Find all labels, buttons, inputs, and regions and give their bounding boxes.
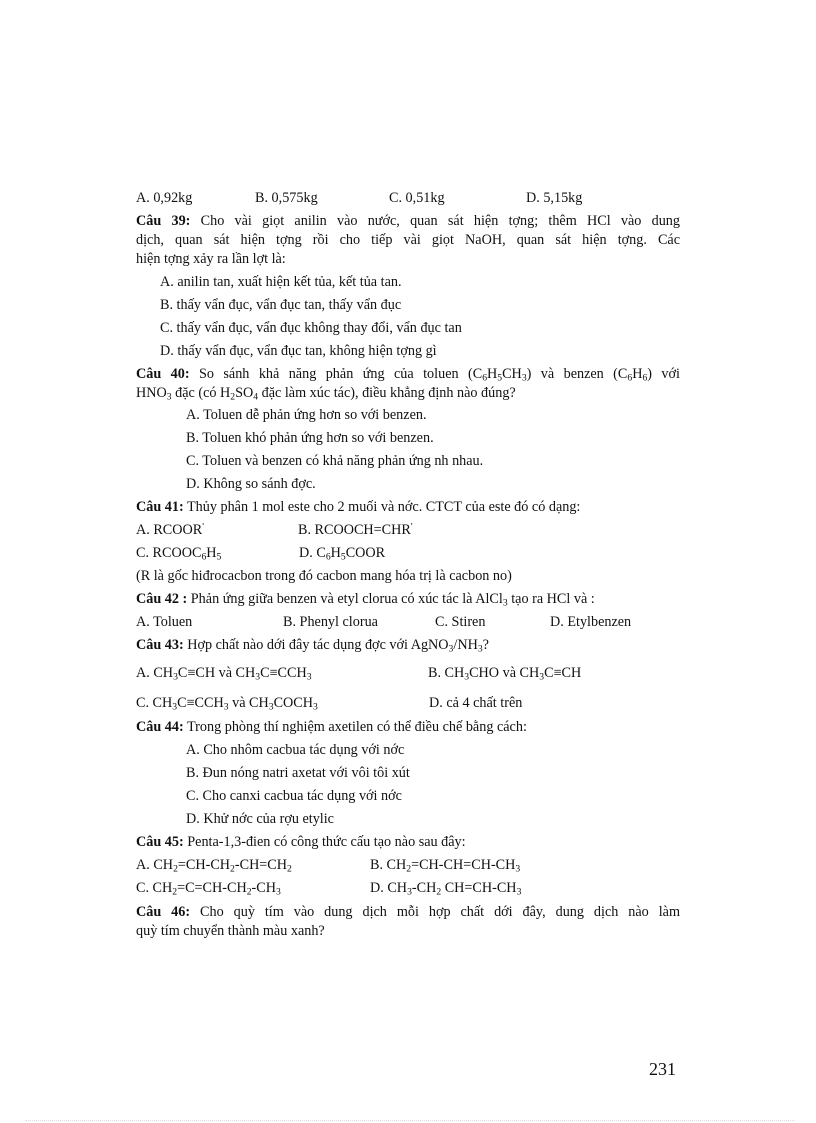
- page-number: 231: [649, 1059, 676, 1079]
- q44-option-d: D. Khử nớc của rợu etylic: [186, 811, 334, 827]
- q39-line3: hiện tợng xảy ra lần lợt là:: [136, 251, 286, 267]
- prev-answer-d: D. 5,15kg: [526, 190, 583, 206]
- q43-line1: Câu 43: Hợp chất nào dới đây tác dụng đợc với $AgNO_3/NH_3$?: [136, 637, 489, 655]
- q39-line1: Câu 39: Cho vài giọt anilin vào nước, quan sát hiện tợng; thêm HCl vào dung: [136, 213, 680, 229]
- q46-line2: quỳ tím chuyển thành màu xanh?: [136, 923, 325, 939]
- q42-option-a: A. Toluen: [136, 614, 193, 630]
- q44-option-a: A. Cho nhôm cacbua tác dụng với nớc: [186, 742, 405, 758]
- q44-label: Câu 44:: [136, 719, 184, 735]
- q41-label: Câu 41:: [136, 499, 184, 515]
- q39-option-a: A. anilin tan, xuất hiện kết tủa, kết tủa tan.: [160, 274, 402, 290]
- q44-option-c: C. Cho canxi cacbua tác dụng với nớc: [186, 788, 402, 804]
- q40-line2: $HNO_3$ đặc (có $H_2SO_4$ đặc làm xúc tác), điều khẳng định nào đúng?: [136, 385, 516, 403]
- q40-label: Câu 40:: [136, 366, 190, 382]
- q45-line1: Câu 45: Penta-1,3-đien có công thức cấu tạo nào sau đây:: [136, 834, 466, 850]
- q45-label: Câu 45:: [136, 834, 184, 850]
- footer-divider: [25, 1120, 795, 1121]
- q42-option-d: D. Etylbenzen: [550, 614, 632, 630]
- q42-line1: Câu 42 : Phản ứng giữa benzen và etyl clorua có xúc tác là AlCl$_3$ tạo ra HCl và :: [136, 591, 595, 609]
- q39-line2: dịch, quan sát hiện tợng rồi cho tiếp vài giọt NaOH, quan sát hiện tợng. Các: [136, 232, 680, 248]
- q43-option-a: A. $CH_3C\equiv CH$ và $CH_3C\equiv CCH_3$: [136, 665, 312, 683]
- q41-option-a: A. RCOOR': [136, 521, 204, 538]
- q41-line1: Câu 41: Thủy phân 1 mol este cho 2 muối và nớc. CTCT của este đó có dạng:: [136, 499, 581, 515]
- q46-label: Câu 46:: [136, 904, 191, 920]
- prev-answer-c: C. 0,51kg: [389, 190, 445, 206]
- q43-option-d: D. cả 4 chất trên: [429, 695, 523, 711]
- q45-option-c: C. $CH_2=C=CH-CH_2-CH_3$: [136, 880, 281, 898]
- q39-label: Câu 39:: [136, 213, 191, 229]
- prev-answer-a: A. 0,92kg: [136, 190, 193, 206]
- q40-option-c: C. Toluen và benzen có khả năng phản ứng nh nhau.: [186, 453, 484, 469]
- q42-option-c: C. Stiren: [435, 614, 486, 630]
- q39-option-d: D. thấy vẩn đục, vẩn đục tan, không hiện tợng gì: [160, 343, 437, 359]
- q41-option-b: B. RCOOCH=CHR': [298, 521, 413, 538]
- q40-line1: Câu 40: So sánh khả năng phản ứng của toluen $(C_6H_5CH_3)$ và benzen $(C_6H_6)$ với: [136, 366, 680, 384]
- q46-line1: Câu 46: Cho quỳ tím vào dung dịch mỗi hợp chất dới đây, dung dịch nào làm: [136, 904, 680, 920]
- q42-option-b: B. Phenyl clorua: [283, 614, 378, 630]
- q43-label: Câu 43:: [136, 637, 184, 653]
- q43-option-b: B. $CH_3CHO$ và $CH_3C\equiv CH$: [428, 665, 582, 683]
- q41-option-d: D. $C_6H_5COOR$: [299, 545, 386, 563]
- q41-note: (R là gốc hiđrocacbon trong đó cacbon mang hóa trị là cacbon no): [136, 568, 512, 584]
- q45-option-d: D. $CH_3-CH_2$ $CH=CH-CH_3$: [370, 880, 522, 898]
- q45-option-b: B. $CH_2=CH-CH=CH-CH_3$: [370, 857, 521, 875]
- q44-line1: Câu 44: Trong phòng thí nghiệm axetilen có thể điều chế bằng cách:: [136, 719, 527, 735]
- q40-option-a: A. Toluen dễ phản ứng hơn so với benzen.: [186, 407, 427, 423]
- prev-answer-b: B. 0,575kg: [255, 190, 318, 206]
- q39-option-c: C. thấy vẩn đục, vẩn đục không thay đổi, vẩn đục tan: [160, 320, 462, 336]
- q42-label: Câu 42 :: [136, 591, 188, 607]
- q45-option-a: A. $CH_2=CH-CH_2-CH=CH_2$: [136, 857, 292, 875]
- q39-option-b: B. thấy vẩn đục, vẩn đục tan, thấy vẩn đục: [160, 297, 402, 313]
- q41-option-c: C. $RCOOC_6H_5$: [136, 545, 222, 563]
- q43-option-c: C. $CH_3C\equiv CCH_3$ và $CH_3COCH_3$: [136, 695, 318, 713]
- q40-option-b: B. Toluen khó phản ứng hơn so với benzen.: [186, 430, 434, 446]
- q40-option-d: D. Không so sánh đợc.: [186, 476, 316, 492]
- q44-option-b: B. Đun nóng natri axetat với vôi tôi xút: [186, 765, 410, 781]
